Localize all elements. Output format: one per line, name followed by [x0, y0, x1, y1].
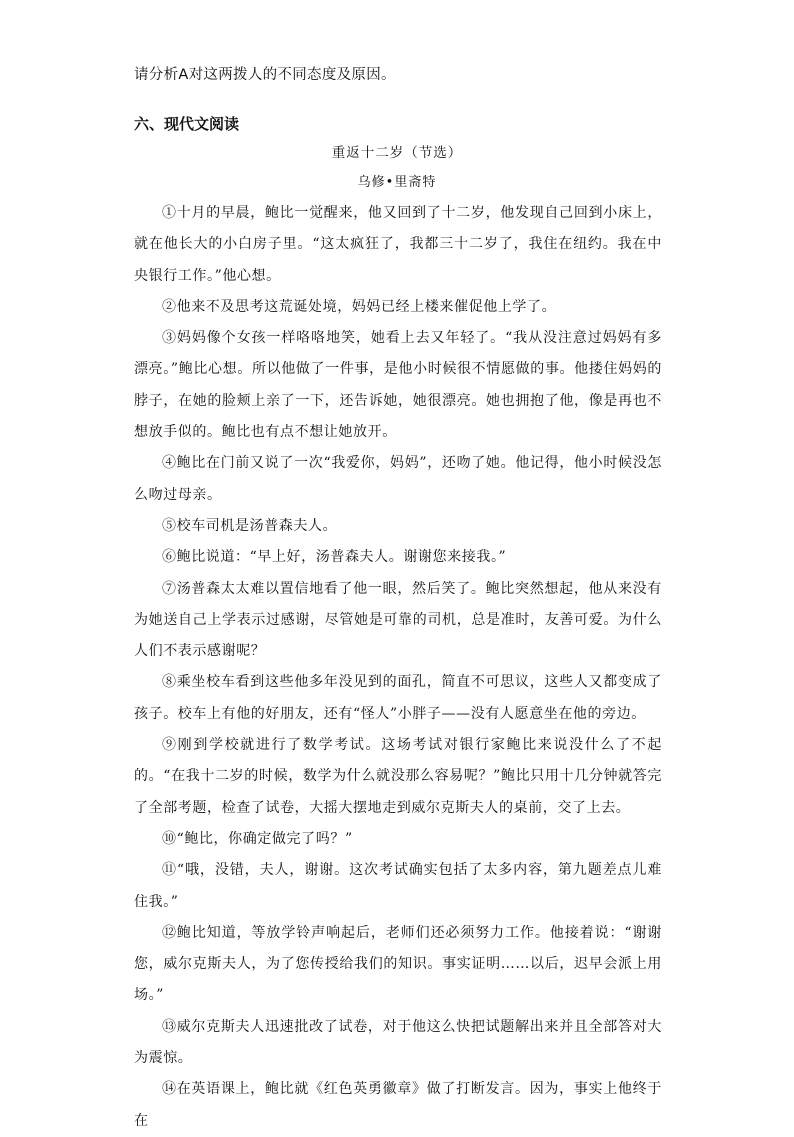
paragraph: ②他来不及思考这荒诞处境，妈妈已经上楼来催促他上学了。: [162, 298, 557, 315]
paragraph: ⑭在英语课上，鲍比就《红色英勇徽章》做了打断发言。因为，事实上他终于在: [134, 1081, 662, 1129]
paragraph: ④鲍比在门前又说了一次“我爱你，妈妈”，还吻了她。他记得，他小时候没怎么吻过母亲。: [134, 455, 662, 503]
article-body: [134, 198, 662, 1137]
paragraph: ⑦汤普森太太难以置信地看了他一眼，然后笑了。鲍比突然想起，他从来没有为她送自己上学表示过感谢，尽管她是可靠的司机，总是准时，友善可爱。为什么人们不表示感谢呢？: [134, 580, 662, 660]
article-title: 重返十二岁（节选）: [331, 145, 463, 161]
paragraph: ⑤校车司机是汤普森夫人。: [162, 517, 338, 534]
paragraph: ⑨刚到学校就进行了数学考试。这场考试对银行家鲍比来说没什么了不起的。“在我十二岁的时候，数学为什么就没那么容易呢？”鲍比只用十几分钟就答完了全部考题，检查了试卷，大摇大摆地走到威尔克斯夫人的桌前，交了上去。: [134, 737, 662, 816]
paragraph: ⑧乘坐校车看到这些他多年没见到的面孔，简直不可思议，这些人又都变成了孩子。校车上有他的好朋友，还有“怪人”小胖子——没有人愿意坐在他的旁边。: [134, 674, 662, 722]
article-author: 乌修•里斋特: [357, 175, 437, 190]
section-heading: 六、现代文阅读: [134, 115, 240, 133]
question-text: 请分析A对这两拨人的不同态度及原因。: [134, 67, 396, 83]
paragraph: ⑩“鲍比，你确定做完了吗？”: [162, 830, 353, 847]
paragraph: ③妈妈像个女孩一样咯咯地笑，她看上去又年轻了。“我从没注意过妈妈有多漂亮。”鲍比心想。所以他做了一件事，是他小时候很不情愿做的事。他搂住妈妈的脖子，在她的脸颊上亲了一下，还告诉她，她很漂亮。她也拥抱了他，像是再也不想放手似的。鲍比也有点不想让她放开。: [134, 330, 662, 441]
paragraph: ①十月的早晨，鲍比一觉醒来，他又回到了十二岁，他发现自己回到小床上，就在他长大的小白房子里。“这太疯狂了，我都三十二岁了，我住在纽约。我在中央银行工作。”他心想。: [134, 205, 662, 284]
paragraph: ⑫鲍比知道，等放学铃声响起后，老师们还必须努力工作。他接着说：“谢谢您，威尔克斯夫人，为了您传授给我们的知识。事实证明……以后，迟早会派上用场。”: [134, 924, 662, 1004]
paragraph: ⑪“哦，没错，夫人，谢谢。这次考试确实包括了太多内容，第九题差点儿难住我。”: [134, 862, 662, 910]
paragraph: ⑥鲍比说道：“早上好，汤普森夫人。谢谢您来接我。”: [162, 549, 507, 566]
paragraph: ⑬威尔克斯夫人迅速批改了试卷，对于他这么快把试题解出来并且全部答对大为震惊。: [134, 1018, 662, 1067]
